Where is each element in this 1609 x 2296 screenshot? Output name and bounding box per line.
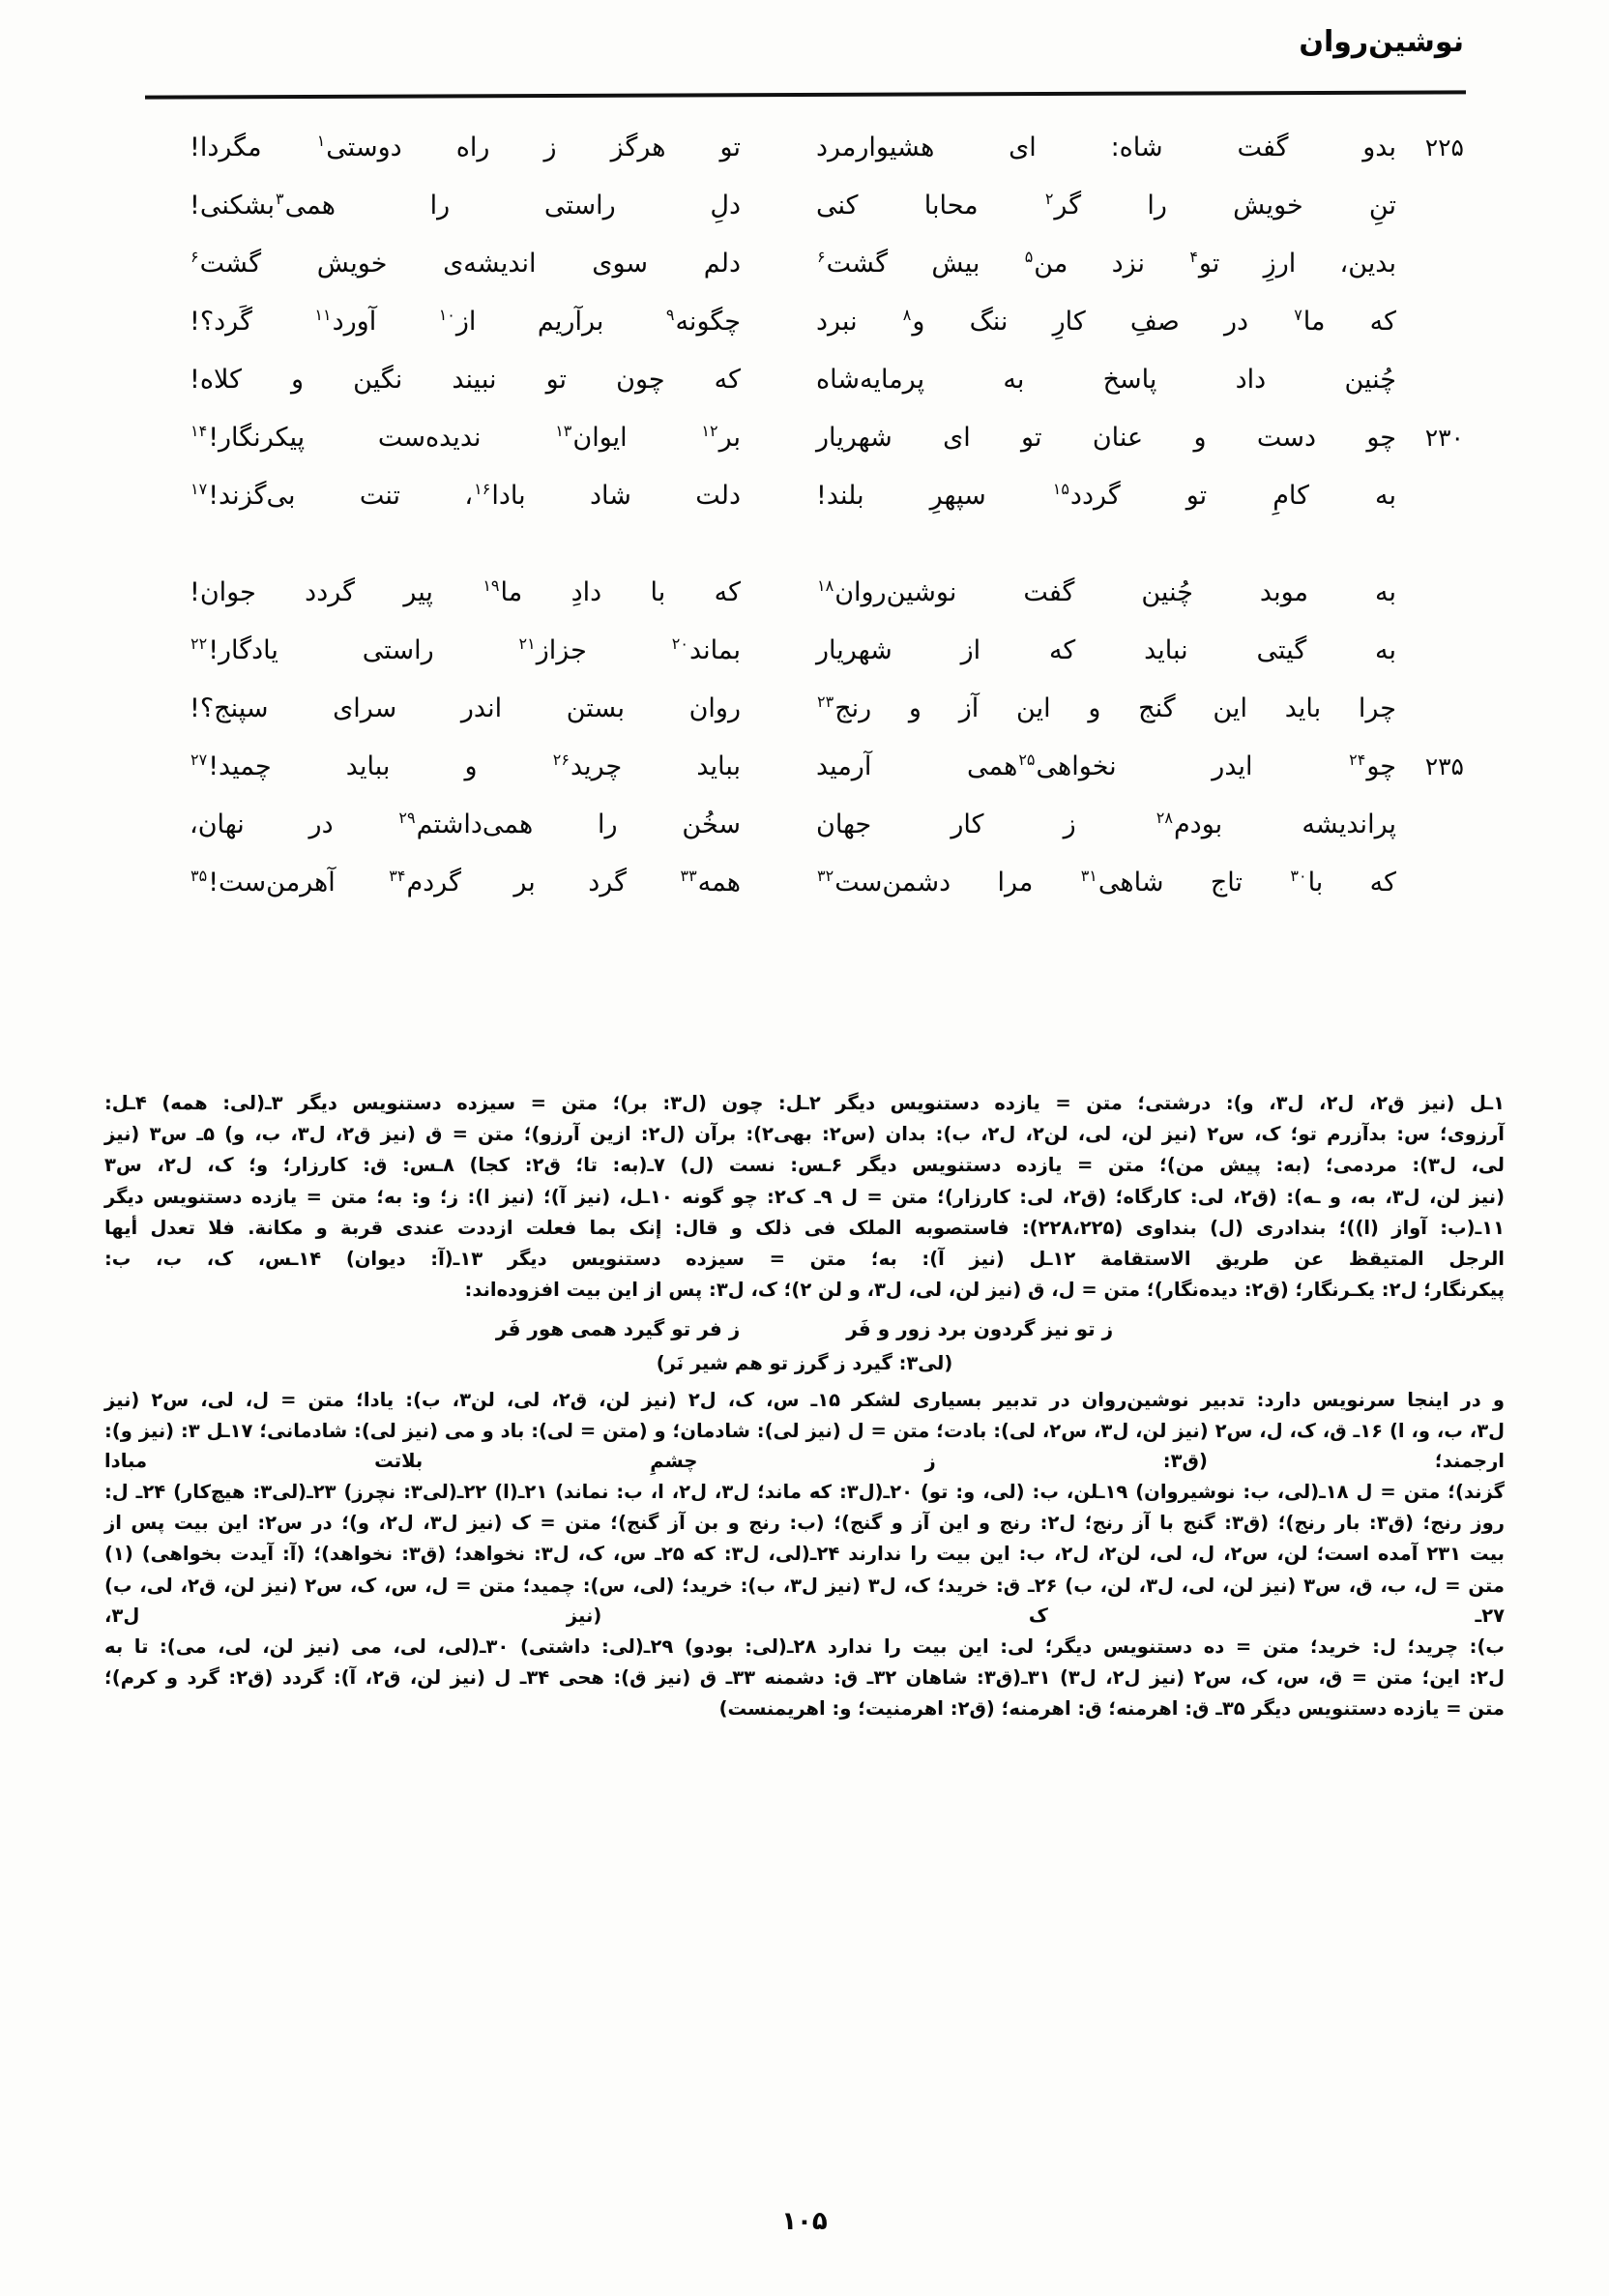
footnote-marker: ۷ xyxy=(1294,306,1302,324)
hemistich-right: پراندیشه بودم$^{۲۸}$ ز کار جهان xyxy=(816,809,1396,839)
footnote-line: (نیز لن، ل۳، به، و ـه): (ق۲، لی: کارگاه؛ (ق۲، لی: کارزار)؛ متن = ل ۹ـ ک۲: چو گونه ۱۰ـل، (نیز آ)؛ (نیز ا): ز؛ و: به؛ متن = یازده دستنویس دیگر xyxy=(104,1185,1505,1208)
hemistich-left: بر$^{۱۲}$ ایوان$^{۱۳}$ ندیده‌ست پیکرنگار!$^{۱۴}$ xyxy=(190,422,741,453)
footnote-line: ب): چرید؛ ل: خرید؛ متن = ده دستنویس دیگر؛ لی: این بیت را ندارد ۲۸ـ(لی: بودو) ۲۹ـ(لی: داشتی) ۳۰ـ(لی، لی، می (نیز لن، لی، می): تا به xyxy=(104,1635,1505,1658)
footnote-marker: ۳ xyxy=(276,190,284,208)
footnote-marker: ۲۰ xyxy=(671,634,688,653)
verse-number xyxy=(1396,182,1464,191)
hemistich-left: همه$^{۳۳}$ گرد بر گردم$^{۳۴}$ آهرمن‌ست!$^{۳۵}$ xyxy=(190,867,741,898)
footnote-marker: ۲۲ xyxy=(190,634,208,653)
running-head: نوشین‌روان xyxy=(1299,25,1464,59)
verse-number: ۲۲۵ xyxy=(1424,133,1464,162)
verse-stanza xyxy=(145,124,1464,524)
footnote-marker: ۹ xyxy=(665,306,675,324)
hemistich-left: دلت شاد بادا$^{۱۶}$، تنت بی‌گزند!$^{۱۷}$ xyxy=(190,480,741,511)
footnote-marker: ۱۵ xyxy=(1052,480,1069,498)
footnotes-block xyxy=(104,1088,1505,1725)
footnote-marker: ۴ xyxy=(1189,248,1198,266)
hemistich-left: تو هرگز ز راه دوستی$^۱$ مگردا! xyxy=(190,132,742,162)
hemistich-left: دلِ راستی را همی$^۳$بشکنی! xyxy=(190,190,741,221)
footnote-marker: ۱۹ xyxy=(483,576,500,595)
hemistich-left: سخُن را همی‌داشتم$^{۲۹}$ در نهان، xyxy=(190,809,741,839)
footnote-marker: ۱۸ xyxy=(817,576,834,595)
footnote-line: لی، ل۳): مردمی؛ (به: پیش من)؛ متن = یازده دستنویس دیگر ۶ـس: نست (ل) ۷ـ(به: تا؛ ق۲: کجا) ۸ـس: ق: کارزار؛ و؛ ک، ل۲، س۳ xyxy=(104,1154,1505,1177)
verse-number xyxy=(1396,472,1464,482)
footnote-marker: ۱۴ xyxy=(190,422,208,440)
footnote-quoted-tail: (لی۳: گیرد ز گرز تو هم شیر نَر) xyxy=(656,1352,953,1375)
footnote-marker: ۲۴ xyxy=(1349,751,1366,769)
footnote-marker: ۳۲ xyxy=(817,867,834,885)
verse-number: ۲۳۰ xyxy=(1424,424,1464,452)
hemistich-right: چو دست و عنان تو ای شهریار xyxy=(816,423,1396,453)
verse-line xyxy=(145,356,1464,408)
footnote-line: متن = ل، ب، ق، س۳ (نیز لن، لی، ل۳، لن، ب) ۲۶ـ ق: خرید؛ ک، ل۳ (نیز ل۳، ب): خرید؛ (لی، س): چمید؛ متن = ل، س، ک، س۲ (نیز لن، ق۲، لی، ب) ۲۷ـ ک (نیز ل۳، xyxy=(104,1574,1505,1627)
hemistich-left: دلم سوی اندیشه‌ی خویش گشت$^۶$ xyxy=(190,248,741,279)
hemistich-right: بدو گفت شاه: ای هشیوارمرد xyxy=(816,132,1396,162)
footnote-line: ۱ـل (نیز ق۲، ل۲، ل۳، و): درشتی؛ متن = یازده دستنویس دیگر ۲ـل: چون (ل۳: بر)؛ متن = سیزده دستنویس دیگر ۳ـ(لی: همه) ۴ـل: xyxy=(104,1092,1505,1114)
footnote-marker: ۳۱ xyxy=(1080,867,1097,885)
footnote-line: ۱۱ـ(ب: آواز (ا))؛ بندادری (ل) بنداوی (۲۲۸،۲۲۵): فاستصوبه الملک فی ذلک و قال: إنک بما فعلت ازددت عندی قربة و مکانة. فلا تعدل أیها xyxy=(104,1216,1505,1239)
footnote-marker: ۳۵ xyxy=(190,867,208,885)
footnote-marker: ۱۱ xyxy=(314,306,332,324)
verse-number xyxy=(1396,356,1464,366)
footnote-marker: ۲۵ xyxy=(1018,751,1036,769)
footnote-marker: ۲۷ xyxy=(190,751,208,769)
footnote-line: پیکرنگار؛ ل۲: یکـرنگار؛ (ق۲: دیده‌نگار)؛ متن = ل، ق (نیز لن، لی، ل۳، و لن ۲)؛ ک، ل۳: پس از این بیت افزوده‌اند: xyxy=(464,1279,1505,1302)
verse-line xyxy=(145,743,1464,795)
verse-line xyxy=(145,182,1464,234)
footnote-line: متن = یازده دستنویس دیگر ۳۵ـ ق: اهرمنه؛ ق: اهرمنه؛ (ق۲: اهرمنیت؛ و: اهریمنست) xyxy=(718,1697,1505,1721)
verse-line xyxy=(145,298,1464,350)
hemistich-left: که چون تو نبیند نگین و کلاه! xyxy=(190,365,741,395)
footnote-marker: ۲۳ xyxy=(817,692,834,711)
footnote-marker: ۶ xyxy=(190,248,199,266)
footnote-quoted-beyt xyxy=(104,1313,1505,1344)
hemistich-right: چو$^{۲۴}$ ایدر نخواهی$^{۲۵}$همی آرمید xyxy=(816,751,1396,781)
footnote-marker: ۲ xyxy=(1044,190,1054,208)
verse-line xyxy=(145,124,1464,176)
hemistich-right: به موبد چُنین گفت نوشین‌روان$^{۱۸}$ xyxy=(817,576,1396,607)
footnote-line: و در اینجا سرنویس دارد: تدبیر نوشین‌روان در تدبیر بسیاری لشکر ۱۵ـ س، ک، ل۲ (نیز لن، ق۲، لی، لن۳، ب): یادا؛ متن = ل، لی، س۲ (نیز xyxy=(104,1388,1505,1411)
verse-line xyxy=(145,414,1464,466)
hemistich-right: تنِ خویش را گر$^۲$ محابا کنی xyxy=(816,190,1397,221)
footnote-line: ل۳، ب، و، ا) ۱۶ـ ق، ک، ل، س۲ (نیز لن، ل۳، س۲، لی): بادت؛ متن = ل (نیز لی): شادمان؛ و (متن = لی): باد و می (نیز لی): شادمانی؛ ۱۷ـل ۳: (نیز و): ارجمند؛ (ق۳: ز چشمِ بلاتت مبادا xyxy=(104,1419,1506,1472)
verse-line xyxy=(145,801,1464,853)
footnote-marker: ۱۲ xyxy=(701,422,718,440)
footnote-marker: ۲۹ xyxy=(398,809,416,827)
hemistich-right: چُنین داد پاسخ به پرمایه‌شاه xyxy=(816,365,1396,395)
quoted-beyt-right: ز فر تو گیرد همی هور فَر xyxy=(495,1317,741,1341)
footnote-line: گزند)؛ متن = ل ۱۸ـ(لی، ب: نوشیروان) ۱۹ـلن، ب: (لی، و: تو) ۲۰ـ(ل۳: که ماند؛ ل۳، ل۲، ا، ب: نماند) ۲۱ـ(ا) ۲۲ـ(لی۳: نچرز) ۲۳ـ(لی۳: هیچ‌کار) ۲۴ـ ل: xyxy=(104,1481,1506,1504)
verse-line xyxy=(145,627,1464,679)
footnote-marker: ۸ xyxy=(902,306,912,324)
hemistich-right: که ما$^۷$ در صفِ کارِ ننگ و$^۸$ نبرد xyxy=(816,306,1396,337)
verse-line xyxy=(145,859,1464,911)
verse-number xyxy=(1396,569,1464,578)
footnote-line: روز رنج؛ (ق۳: بار رنج)؛ (ق۳: گنج با آز رنج؛ ل۲: رنج و این آز و گنج)؛ (ب: رنج و بن آز گنج)؛ متن = ک (نیز ل۳، ل۲، و)؛ در س۲: این بیت پس از xyxy=(104,1512,1505,1535)
footnote-marker: ۱ xyxy=(316,132,326,150)
hemistich-left: که با دادِ ما$^{۱۹}$ پیر گردد جوان! xyxy=(190,576,741,607)
footnote-line: بیت ۲۳۱ آمده است؛ لن، س۲، ل، لی، لن۲، ل۲، ب: این بیت را ندارند ۲۴ـ(لی، ل۳: که ۲۵ـ س، ک، ل۳: نخواهد؛ (ق۳: نخواهد)؛ (آ: آیدت بخواهی) (۱) xyxy=(104,1543,1505,1566)
verse-line xyxy=(145,240,1464,292)
quoted-beyt-left: ز تو نیز گردون برد زور و فَر xyxy=(846,1317,1114,1341)
footnote-line: آرزوی؛ س: بدآزرم تو؛ ک، س۲ (نیز لن، لی، لن۲، ل۲، ب): بدان (س۲: بهی۲): برآن (ل۲: ازین آرزو)؛ متن = ق (نیز ق۲، ل۳، ب، و) ۵ـ س۳ (نیز xyxy=(104,1123,1505,1146)
verse-number xyxy=(1396,627,1464,636)
footnote-marker: ۱۳ xyxy=(555,422,572,440)
footnote-marker: ۲۱ xyxy=(518,634,536,653)
hemistich-left: روان بستن اندر سرای سپنج؟! xyxy=(190,693,741,723)
hemistich-right: به کامِ تو گردد$^{۱۵}$ سپهرِ بلند! xyxy=(816,480,1397,511)
verse-area xyxy=(145,124,1464,1023)
verse-line xyxy=(145,569,1464,621)
verse-number: ۲۳۵ xyxy=(1424,752,1464,780)
verse-number xyxy=(1396,240,1464,250)
footnote-marker: ۱۶ xyxy=(474,480,491,498)
footnote-marker: ۳۰ xyxy=(1290,867,1307,885)
footnote-marker: ۳۳ xyxy=(680,867,697,885)
footnote-marker: ۲۸ xyxy=(1156,809,1173,827)
page-number: ۱۰۵ xyxy=(781,2207,828,2236)
footnote-marker: ۶ xyxy=(817,248,826,266)
hemistich-left: بباید چرید$^{۲۶}$ و بباید چمید!$^{۲۷}$ xyxy=(190,751,741,781)
footnote-marker: ۱۷ xyxy=(190,480,208,498)
verse-number xyxy=(1396,685,1464,694)
footnote-marker: ۲۶ xyxy=(552,751,570,769)
verse-number xyxy=(1396,298,1464,308)
hemistich-right: به گیتی نباید که از شهریار xyxy=(816,635,1396,665)
verse-line xyxy=(145,685,1464,737)
hemistich-left: بماند$^{۲۰}$ جزاز$^{۲۱}$ راستی یادگار!$^{۲۲}$ xyxy=(190,634,741,665)
verse-number xyxy=(1396,859,1464,868)
footnote-marker: ۳۴ xyxy=(389,867,406,885)
verse-line xyxy=(145,472,1464,524)
verse-number xyxy=(1396,801,1464,810)
header-rule xyxy=(145,90,1466,99)
footnote-line: ل۲: این؛ متن = ق، س، ک، س۲ (نیز ل۲، ل۳) ۳۱ـ(ق۳: شاهان ۳۲ـ ق: دشمنه ۳۳ـ ق (نیز ق): هحی ۳۴ـ ل (نیز لن، ق۲، آ): گردد (ق۲: گرد و کرم)؛ xyxy=(104,1666,1505,1690)
hemistich-left: چگونه$^۹$ برآریم از$^{۱۰}$ آورد$^{۱۱}$ گَرد؟! xyxy=(190,306,741,337)
footnote-line: الرجل المتیقظ عن طریق الاستقامة ۱۲ـل (نیز آ): به؛ متن = سیزده دستنویس دیگر ۱۳ـ(آ: دیوان) ۱۴ـس، ک، ب، ب: xyxy=(104,1247,1505,1270)
footnote-marker: ۵ xyxy=(1024,248,1034,266)
verse-stanza xyxy=(145,569,1464,911)
footnote-marker: ۱۰ xyxy=(438,306,455,324)
hemistich-right: بدین، ارزِ تو$^۴$ نزد من$^۵$ بیش گشت$^۶$ xyxy=(817,248,1396,279)
hemistich-right: چرا باید این گنج و این آز و رنج$^{۲۳}$ xyxy=(817,692,1396,723)
hemistich-right: که با$^{۳۰}$ تاج شاهی$^{۳۱}$ مرا دشمن‌ست$^{۳۲}$ xyxy=(817,867,1396,898)
